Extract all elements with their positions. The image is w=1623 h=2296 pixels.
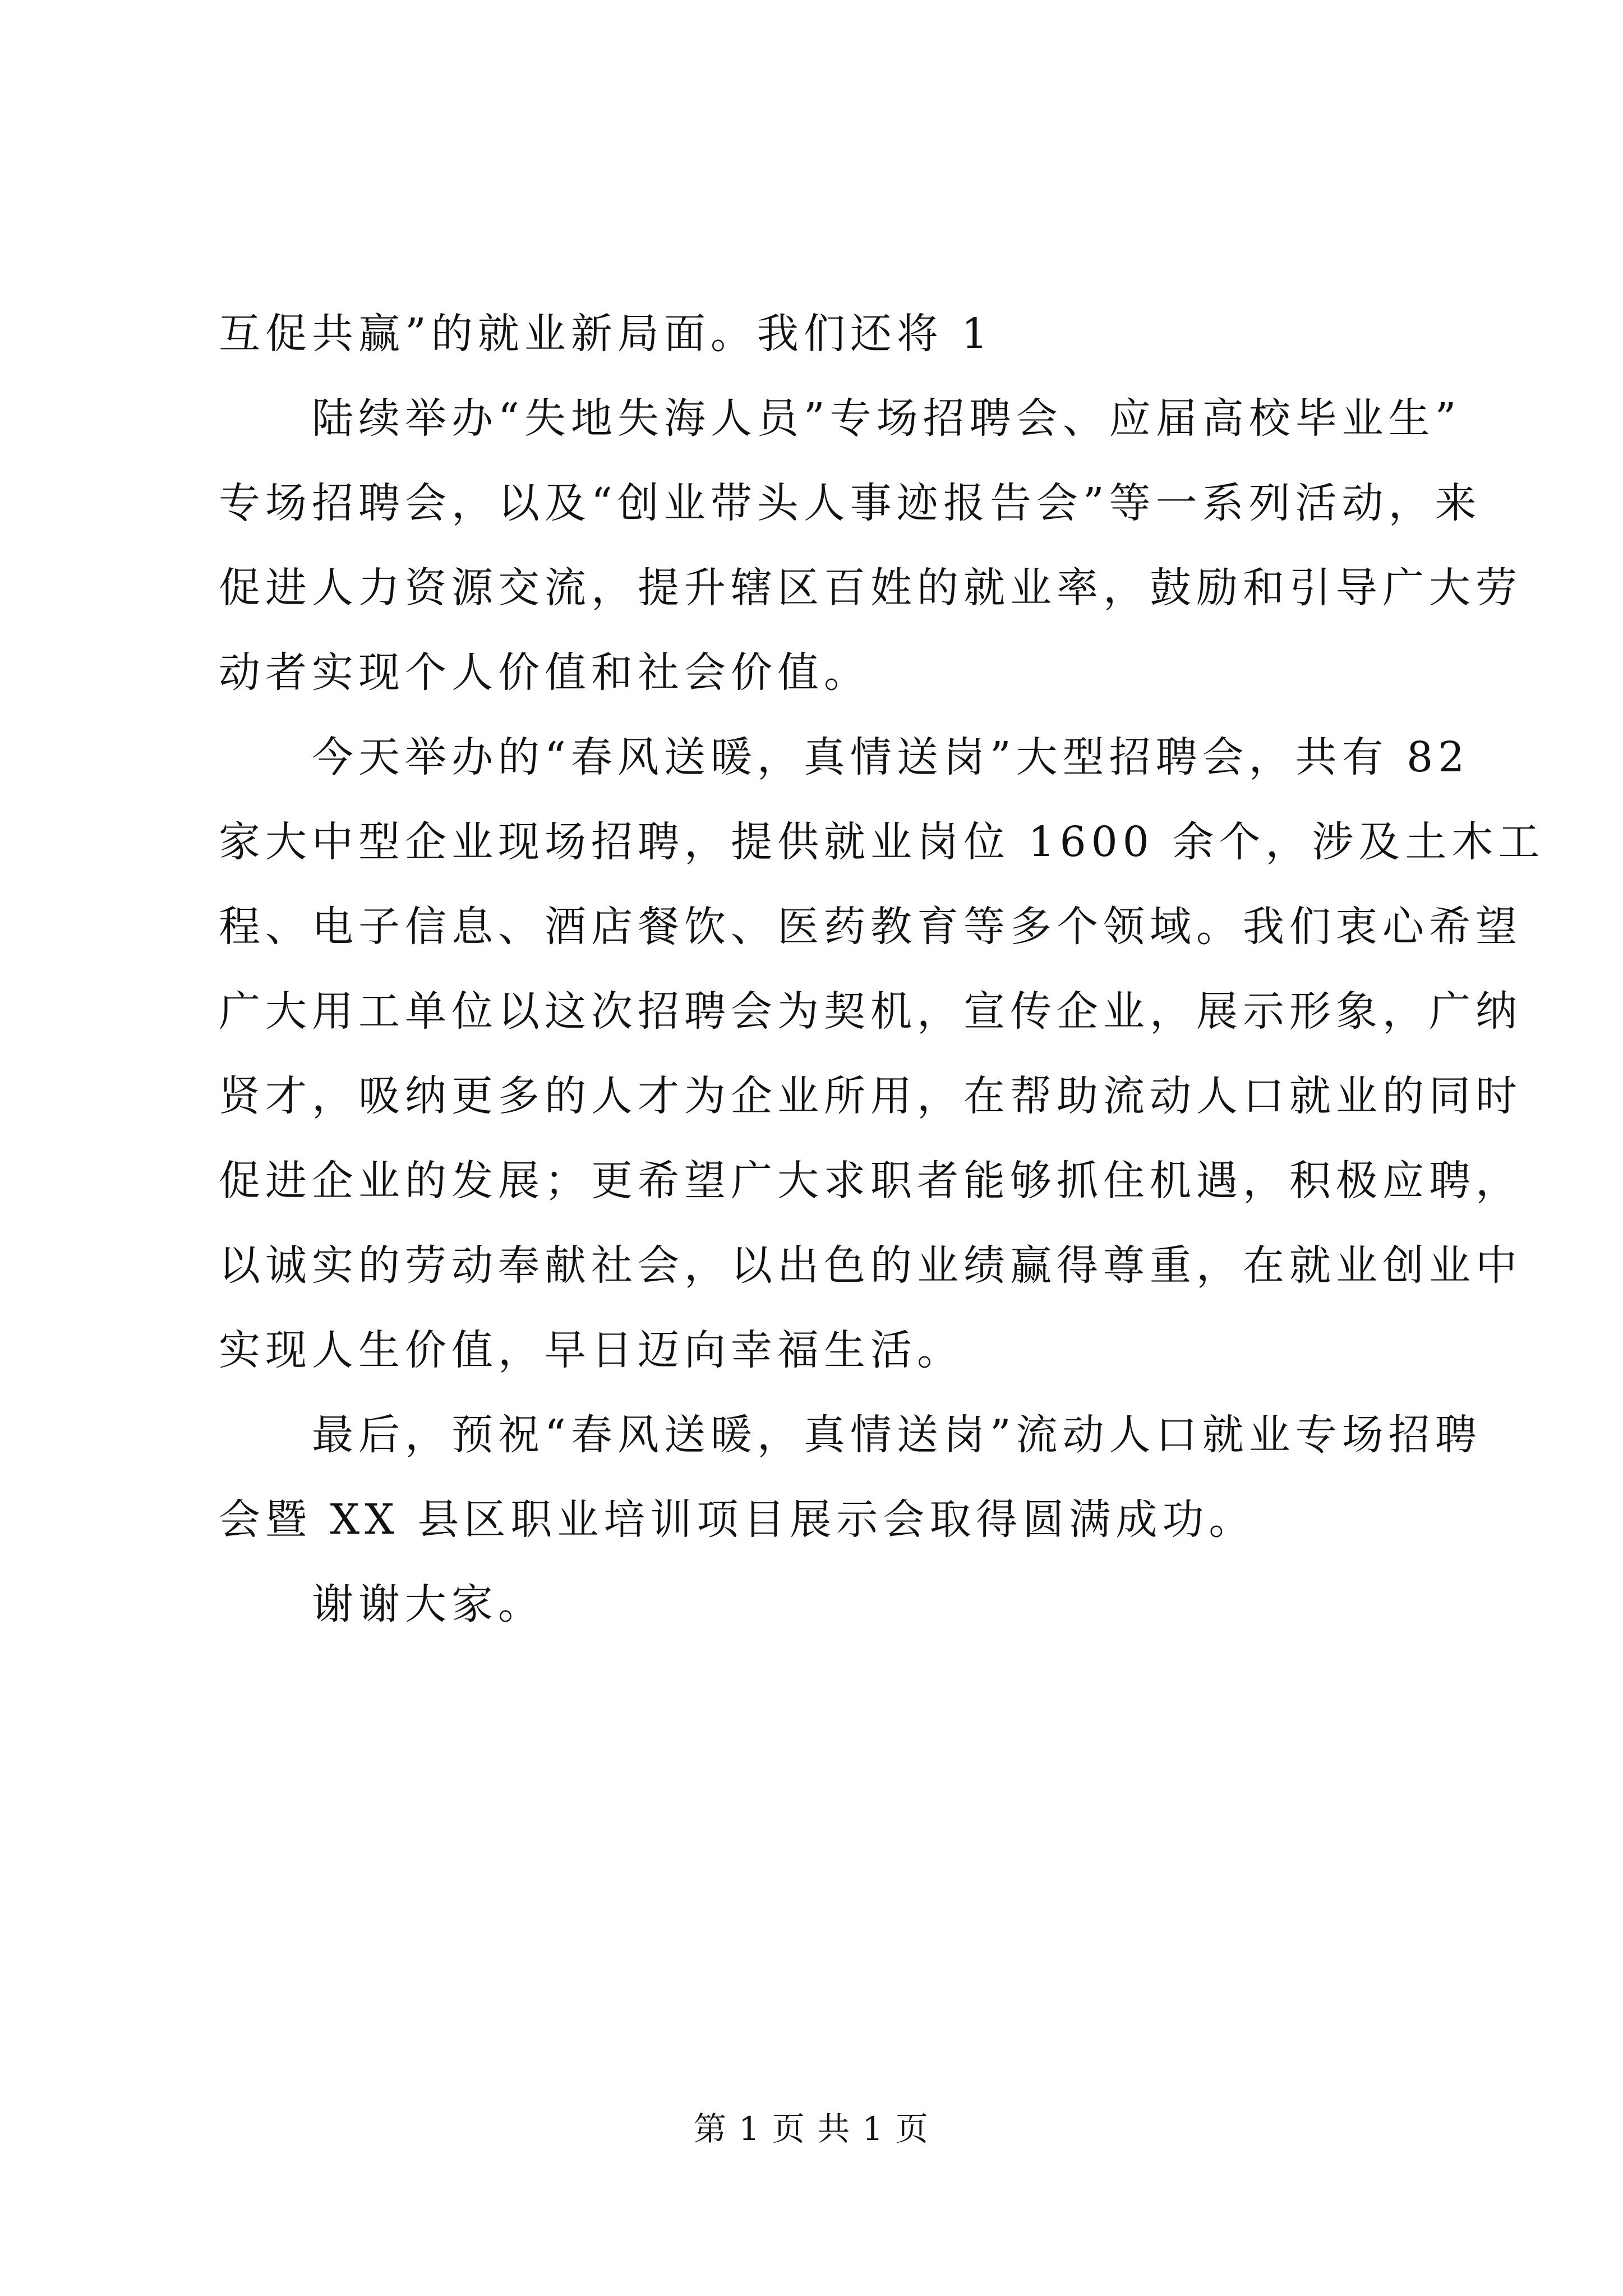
text-line: 以诚实的劳动奉献社会，以出色的业绩赢得尊重，在就业创业中 — [219, 1241, 1522, 1290]
text-line: 促进人力资源交流，提升辖区百姓的就业率，鼓励和引导广大劳 — [219, 564, 1522, 612]
text-line: 促进企业的发展；更希望广大求职者能够抓住机遇，积极应聘， — [219, 1157, 1522, 1205]
text-line: 程、电子信息、酒店餐饮、医药教育等多个领域。我们衷心希望 — [219, 903, 1522, 951]
text-line: 互促共赢”的就业新局面。我们还将 1 — [219, 310, 993, 358]
paragraph-first-line: 陆续举办“失地失海人员”专场招聘会、应届高校毕业生” — [312, 394, 1461, 443]
closing-line: 谢谢大家。 — [312, 1580, 545, 1628]
text-line: 实现人生价值，早日迈向幸福生活。 — [219, 1326, 963, 1374]
text-line: 专场招聘会，以及“创业带头人事迹报告会”等一系列活动，来 — [219, 479, 1482, 527]
document-body — [219, 292, 1545, 1647]
text-line: 家大中型企业现场招聘，提供就业岗位 1600 余个，涉及土木工 — [219, 818, 1545, 866]
page-number-footer: 第 1 页 共 1 页 — [694, 2110, 929, 2148]
text-line: 贤才，吸纳更多的人才为企业所用，在帮助流动人口就业的同时 — [219, 1072, 1522, 1120]
text-line: 广大用工单位以这次招聘会为契机，宣传企业，展示形象，广纳 — [219, 987, 1522, 1036]
text-line: 动者实现个人价值和社会价值。 — [219, 648, 870, 697]
paragraph-first-line: 今天举办的“春风送暖，真情送岗”大型招聘会，共有 82 — [312, 733, 1470, 781]
text-line: 会暨 XX 县区职业培训项目展示会取得圆满成功。 — [219, 1496, 1256, 1544]
paragraph-first-line: 最后，预祝“春风送暖，真情送岗”流动人口就业专场招聘 — [312, 1411, 1482, 1459]
